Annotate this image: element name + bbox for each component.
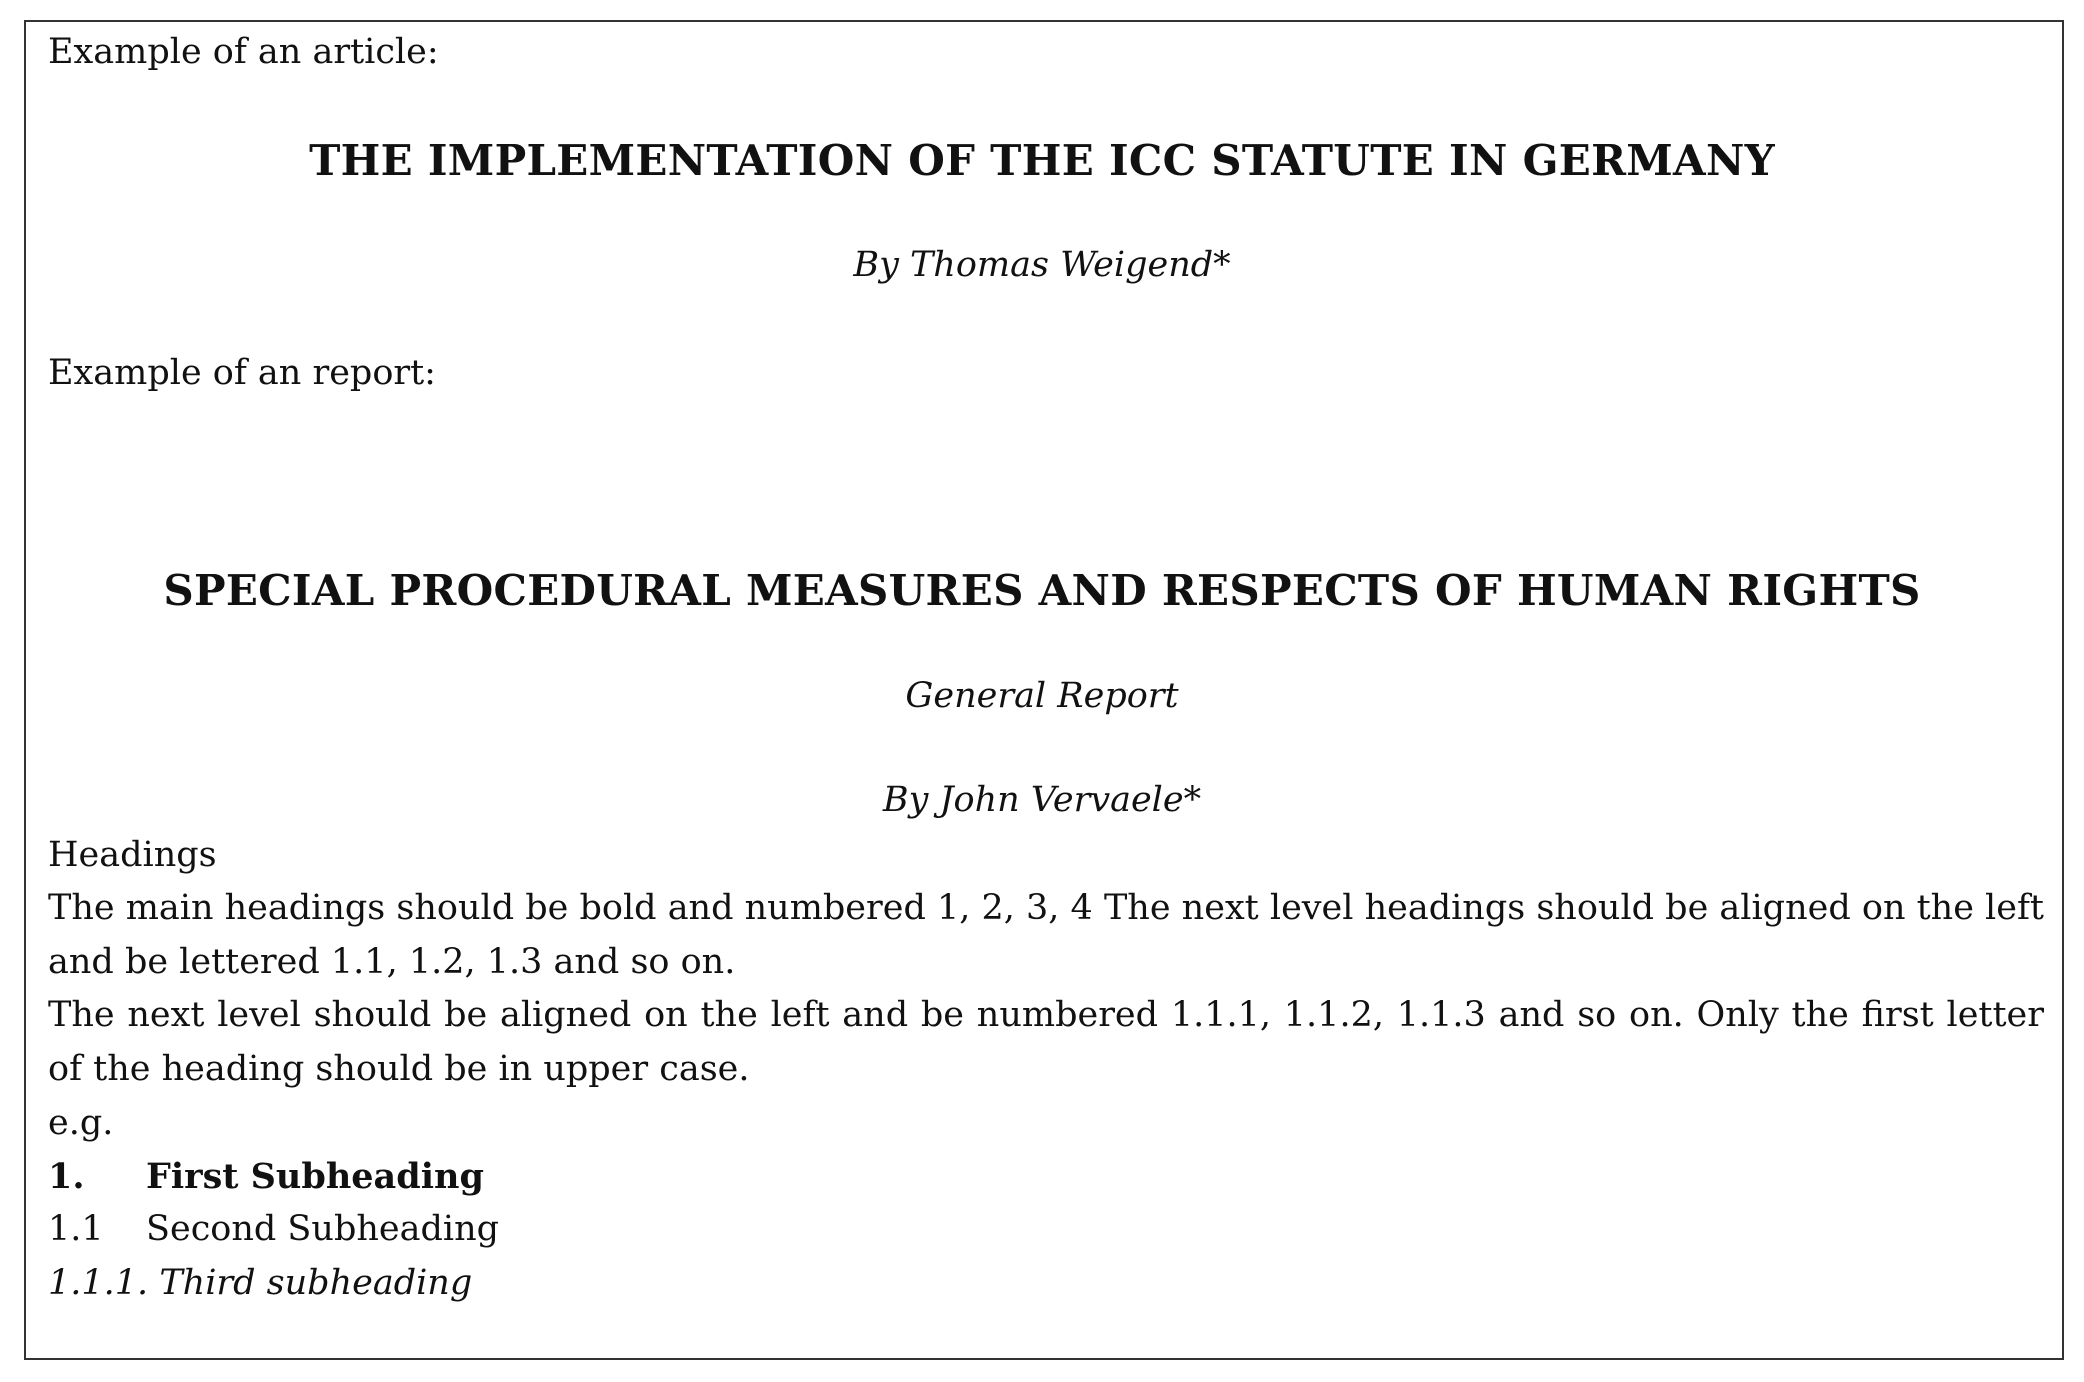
second-subheading-text: Second Subheading — [146, 1209, 500, 1249]
second-subheading-number: 1.1 — [48, 1209, 104, 1249]
headings-label: Headings — [48, 835, 217, 875]
second-subheading-example — [48, 1209, 500, 1249]
report-subtitle: General Report — [905, 676, 1179, 716]
eg-label: e.g. — [48, 1103, 114, 1143]
report-example-label: Example of an report: — [48, 353, 436, 393]
first-subheading-example — [48, 1156, 484, 1197]
third-subheading-text: Third subheading — [159, 1263, 473, 1303]
headings-paragraph-1: The main headings should be bold and numbered 1, 2, 3, 4 The next level headings should be aligned on the left and be lettered 1.1, 1.2, 1.3 and so on. — [48, 888, 2044, 982]
third-subheading-example — [48, 1263, 473, 1303]
headings-paragraph-2: The next level should be aligned on the left and be numbered 1.1.1, 1.1.2, 1.1.3 and so on. Only the first letter of the heading should be in upper case. — [48, 995, 2044, 1089]
report-title: SPECIAL PROCEDURAL MEASURES AND RESPECTS OF HUMAN RIGHTS — [163, 566, 1921, 615]
first-subheading-text: First Subheading — [146, 1156, 484, 1197]
article-example-label: Example of an article: — [48, 32, 439, 72]
report-byline: By John Vervaele* — [882, 780, 1202, 820]
article-title: THE IMPLEMENTATION OF THE ICC STATUTE IN GERMANY — [309, 136, 1775, 185]
article-byline: By Thomas Weigend* — [853, 245, 1231, 285]
first-subheading-number: 1. — [48, 1156, 85, 1197]
third-subheading-number: 1.1.1. — [48, 1263, 149, 1303]
